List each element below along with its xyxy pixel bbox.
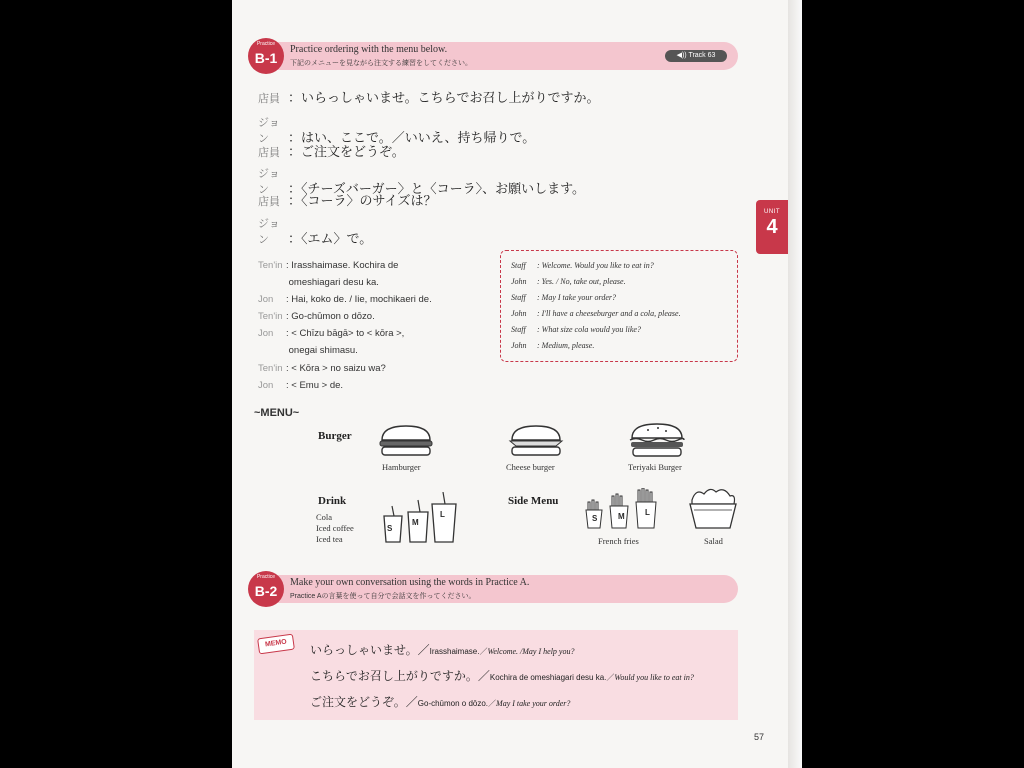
translation-speaker: Staff: [511, 325, 526, 334]
dialogue-text: ：〈エム〉で。: [288, 231, 373, 246]
practice-b2-title: Make your own conversation using the words in Practice A.: [290, 577, 530, 588]
romaji-text: : Go-chūmon o dōzo.: [286, 311, 375, 322]
dialogue-line: [258, 190, 436, 209]
translation-line: [511, 293, 616, 302]
hamburger-icon: [378, 424, 434, 458]
romaji-speaker: Jon: [258, 328, 274, 339]
translation-line: [511, 309, 681, 318]
dialogue-text: ：〈チーズバーガー〉と〈コーラ〉、お願いします。: [288, 181, 586, 196]
menu-item-teriyaki-burger: Teriyaki Burger: [628, 462, 682, 472]
drink-size-s: S: [387, 524, 393, 533]
romaji-text: : < Kōra > no saizu wa?: [286, 363, 386, 374]
romaji-line: [258, 380, 343, 391]
dialogue-line: [258, 215, 372, 247]
speaker-label: 店員: [258, 196, 280, 208]
background-right: [802, 0, 1024, 768]
badge-label: B-2: [254, 583, 278, 599]
romaji-text: omeshiagari desu ka.: [286, 277, 379, 288]
memo-tag: MEMO: [257, 634, 295, 655]
speaker-label: ジョン: [258, 218, 280, 246]
memo-box: [254, 630, 738, 720]
fries-size-l: L: [645, 508, 650, 517]
salad-icon: [686, 486, 740, 532]
speaker-label: 店員: [258, 93, 280, 105]
romaji-speaker: Jon: [258, 294, 274, 305]
translation-speaker: Staff: [511, 261, 526, 270]
memo-english: Would you like to eat in?: [614, 673, 694, 682]
translation-line: [511, 261, 654, 270]
romaji-line: [258, 260, 398, 271]
romaji-line: [258, 345, 358, 356]
page-edge: [788, 0, 802, 768]
romaji-text: onegai shimasu.: [286, 345, 358, 356]
romaji-line: [258, 277, 379, 288]
translation-speaker: John: [511, 309, 527, 318]
practice-b1-title: Practice ordering with the menu below.: [290, 44, 448, 55]
translation-line: [511, 341, 594, 350]
drink-item-iced-tea: Iced tea: [316, 534, 343, 544]
french-fries-icon: [584, 488, 662, 530]
unit-tab-number: 4: [766, 216, 778, 238]
romaji-line: [258, 311, 375, 322]
romaji-line: [258, 294, 432, 305]
translation-speaker: John: [511, 277, 527, 286]
memo-line: [310, 641, 574, 658]
side-menu-category-label: Side Menu: [508, 495, 559, 507]
translation-text: : What size cola would you like?: [537, 325, 641, 334]
memo-line: [310, 667, 694, 684]
memo-romaji: Go-chūmon o dōzo.／: [417, 699, 497, 708]
romaji-text: : Hai, koko de. / Iie, mochikaeri de.: [286, 294, 432, 305]
drink-size-m: M: [412, 518, 419, 527]
romaji-speaker: Ten'in: [258, 260, 283, 271]
cheese-burger-icon: [508, 424, 564, 458]
dialogue-line: [258, 141, 405, 160]
track-audio-badge[interactable]: ◀)) Track 63: [665, 50, 727, 62]
drink-cups-icon: [380, 492, 460, 544]
dialogue-text: ：はい、ここで。／いいえ、持ち帰りで。: [288, 130, 536, 145]
drink-size-l: L: [440, 510, 445, 519]
practice-b1-badge: [248, 38, 284, 74]
memo-english: May I take your order?: [496, 699, 571, 708]
romaji-speaker: Ten'in: [258, 363, 283, 374]
speaker-label: ジョン: [258, 168, 280, 196]
translation-line: [511, 325, 641, 334]
speaker-label: ジョン: [258, 117, 280, 145]
badge-label: B-1: [254, 50, 278, 66]
fries-size-s: S: [592, 514, 598, 523]
drink-item-cola: Cola: [316, 512, 333, 522]
translation-text: : May I take your order?: [537, 293, 617, 302]
menu-title: ~MENU~: [254, 407, 300, 419]
menu-item-cheese-burger: Cheese burger: [506, 462, 555, 472]
drink-item-iced-coffee: Iced coffee: [316, 523, 354, 533]
romaji-line: [258, 328, 404, 339]
burger-category-label: Burger: [318, 430, 352, 442]
fries-size-m: M: [618, 512, 625, 521]
translation-text: : I'll have a cheeseburger and a cola, please.: [537, 309, 681, 318]
translation-text: : Yes. / No, take out, please.: [537, 277, 626, 286]
memo-english: Welcome. /May I help you?: [487, 647, 575, 656]
translation-line: [511, 277, 626, 286]
badge-small-label: Practice: [256, 41, 276, 47]
memo-jp: いらっしゃいませ。／: [310, 643, 430, 657]
memo-jp: ご注文をどうぞ。／: [310, 695, 418, 709]
romaji-text: : Irasshaimase. Kochira de: [286, 260, 399, 271]
practice-b2-badge: [248, 571, 284, 607]
textbook-page: [232, 0, 788, 768]
translation-speaker: John: [511, 341, 527, 350]
romaji-text: : < Emu > de.: [286, 380, 344, 391]
unit-tab-label: UNIT: [764, 209, 780, 215]
menu-item-hamburger: Hamburger: [382, 462, 421, 472]
memo-line: [310, 693, 570, 710]
romaji-text: : < Chīzu bāgā> to < kōra >,: [286, 328, 405, 339]
teriyaki-burger-icon: [628, 422, 686, 458]
translation-text: : Medium, please.: [537, 341, 595, 350]
memo-jp: こちらでお召し上がりですか。／: [310, 669, 490, 683]
romaji-speaker: Ten'in: [258, 311, 283, 322]
side-item-french-fries: French fries: [598, 536, 639, 546]
unit-tab: [756, 200, 788, 254]
dialogue-text: ：いらっしゃいませ。こちらでお召し上がりですか。: [288, 90, 600, 105]
romaji-speaker: Jon: [258, 380, 274, 391]
memo-romaji: Kochira de omeshiagari desu ka.／: [489, 673, 615, 682]
practice-b2-subtitle: Practice Aの言葉を使って自分で会話文を作ってください。: [290, 593, 476, 600]
badge-small-label: Practice: [256, 574, 276, 580]
dialogue-line: [258, 87, 599, 106]
speaker-label: 店員: [258, 147, 280, 159]
dialogue-text: ：ご注文をどうぞ。: [288, 144, 405, 159]
translation-text: : Welcome. Would you like to eat in?: [537, 261, 654, 270]
translation-speaker: Staff: [511, 293, 526, 302]
dialogue-text: ：〈コーラ〉のサイズは？: [288, 193, 437, 208]
translation-box: [500, 250, 738, 362]
page-number: 57: [754, 732, 765, 742]
drink-category-label: Drink: [318, 495, 347, 507]
memo-romaji: Irasshaimase.／: [429, 647, 488, 656]
practice-b1-subtitle: 下記のメニューを見ながら注文する練習をしてください。: [290, 60, 472, 67]
romaji-line: [258, 363, 386, 374]
side-item-salad: Salad: [704, 536, 723, 546]
